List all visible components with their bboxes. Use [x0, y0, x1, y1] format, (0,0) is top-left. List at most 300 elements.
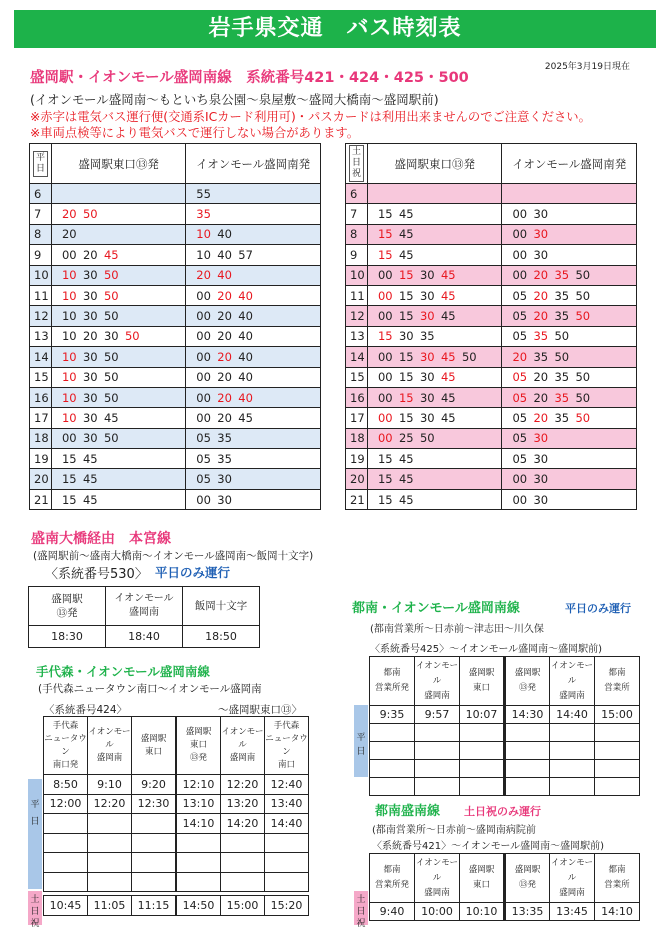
stop-header: イオンモール 盛岡南 [88, 717, 132, 775]
timetable-row [346, 245, 637, 265]
time-row [44, 775, 176, 795]
minutes-cell [502, 184, 637, 204]
minutes-cell [186, 367, 321, 387]
time-cell: 12:30 [132, 794, 176, 814]
time-cell [415, 760, 460, 778]
departure-minute: 20 [82, 329, 98, 344]
timetable-row [30, 306, 321, 326]
stop-header: 盛岡駅 東口 [460, 657, 505, 706]
time-cell: 9:57 [415, 706, 460, 724]
time-cell [44, 853, 88, 873]
minutes-cell [51, 347, 185, 367]
time-cell: 15:20 [265, 896, 309, 916]
minutes-cell [502, 265, 637, 285]
departure-minute: 15 [377, 227, 393, 242]
time-cell [550, 742, 595, 760]
departure-minute: 15 [398, 410, 414, 425]
departure-minute: 45 [440, 309, 456, 324]
line530-route: (盛岡駅前～盛南大橋南～イオンモール盛岡南～飯岡十文字) [33, 550, 314, 562]
line530-title: 盛南大橋経由 本宮線 [31, 531, 171, 547]
time-cell [415, 742, 460, 760]
departure-minute: 15 [61, 492, 77, 507]
time-cell [595, 778, 640, 796]
time-row [177, 853, 309, 873]
departure-minute: 30 [217, 492, 232, 507]
departure-minute: 20 [533, 309, 549, 324]
line530-time: 18:30 [29, 626, 106, 648]
departure-minute: 15 [377, 472, 393, 487]
time-cell [550, 724, 595, 742]
departure-minute: 20 [512, 349, 528, 364]
seinan-system: 〈系統番号421〉～イオンモール盛岡南～盛岡駅前) [372, 841, 605, 852]
departure-minute: 40 [238, 309, 253, 324]
column-header: イオンモール盛岡南発 [186, 144, 321, 184]
minutes-cell [367, 449, 502, 469]
departure-minute: 35 [196, 207, 211, 222]
time-cell [370, 760, 415, 778]
departure-minute: 50 [103, 268, 119, 283]
minutes-cell [367, 204, 502, 224]
departure-minute: 30 [419, 268, 435, 283]
time-cell [265, 833, 309, 853]
hour-cell: 19 [346, 449, 368, 469]
minutes-cell [186, 204, 321, 224]
timetable-row [346, 204, 637, 224]
departure-minute: 20 [61, 227, 77, 242]
minutes-cell [186, 184, 321, 204]
timetable-row [346, 387, 637, 407]
time-row [370, 724, 640, 742]
departure-minute: 00 [377, 390, 393, 405]
timetable-row [30, 224, 321, 244]
time-cell [265, 872, 309, 892]
minutes-cell [51, 469, 185, 489]
line1-note2: ※車両点検等により電気バスで運行しない場合があります。 [30, 126, 360, 140]
minutes-cell [367, 347, 502, 367]
departure-minute: 30 [82, 410, 98, 425]
departure-minute: 30 [419, 370, 435, 385]
hour-cell: 18 [346, 428, 368, 448]
time-cell [265, 853, 309, 873]
departure-minute: 30 [82, 390, 98, 405]
departure-minute: 00 [196, 410, 211, 425]
departure-minute: 30 [82, 349, 98, 364]
time-cell: 14:50 [177, 896, 221, 916]
time-cell: 9:35 [370, 706, 415, 724]
stop-header: イオンモール 盛岡南 [415, 854, 460, 903]
time-cell [595, 742, 640, 760]
departure-minute: 45 [82, 472, 98, 487]
departure-minute: 30 [419, 349, 435, 364]
day-type-label: 土 日 祝 [346, 144, 368, 184]
minutes-cell [502, 489, 637, 509]
departure-minute: 30 [82, 431, 98, 446]
minutes-cell [367, 408, 502, 428]
departure-minute: 00 [512, 268, 528, 283]
departure-minute: 30 [419, 309, 435, 324]
minutes-cell [502, 204, 637, 224]
minutes-cell [502, 306, 637, 326]
departure-minute: 15 [377, 451, 393, 466]
time-cell [550, 760, 595, 778]
departure-minute: 00 [512, 247, 528, 262]
departure-minute: 00 [377, 309, 393, 324]
time-cell: 14:20 [221, 814, 265, 834]
time-row [177, 833, 309, 853]
departure-minute: 00 [196, 492, 211, 507]
departure-minute: 00 [512, 207, 528, 222]
departure-minute: 35 [554, 410, 570, 425]
time-cell [505, 724, 550, 742]
departure-minute: 45 [398, 227, 414, 242]
stop-header: 都南 営業所 [595, 854, 640, 903]
stop-header: イオンモール 盛岡南 [221, 717, 265, 775]
departure-minute: 40 [238, 390, 253, 405]
teshiro-system: 〈系統番号424〉 [44, 704, 128, 716]
minutes-cell [367, 367, 502, 387]
departure-minute: 10 [196, 247, 211, 262]
minutes-cell [367, 326, 502, 346]
departure-minute: 15 [377, 492, 393, 507]
hour-cell: 12 [30, 306, 52, 326]
minutes-cell [502, 326, 637, 346]
departure-minute: 50 [103, 309, 119, 324]
departure-minute: 50 [124, 329, 140, 344]
timetable-row [346, 408, 637, 428]
line530-time: 18:50 [183, 626, 260, 648]
departure-minute: 10 [61, 370, 77, 385]
departure-minute: 00 [196, 390, 211, 405]
departure-minute: 00 [196, 349, 211, 364]
time-cell: 13:20 [221, 794, 265, 814]
departure-minute: 10 [61, 410, 77, 425]
minutes-cell [51, 408, 185, 428]
time-cell [370, 778, 415, 796]
time-cell: 12:40 [265, 775, 309, 795]
time-cell [505, 778, 550, 796]
timetable-row [346, 285, 637, 305]
minutes-cell [367, 469, 502, 489]
departure-minute: 50 [103, 370, 119, 385]
departure-minute: 00 [61, 431, 77, 446]
teshiro-route: (手代森ニュータウン南口～イオンモール盛岡南 [38, 683, 262, 695]
time-cell: 9:40 [370, 903, 415, 921]
departure-minute: 00 [196, 329, 211, 344]
hour-cell: 17 [346, 408, 368, 428]
seinan-title: 都南盛南線 [375, 804, 441, 819]
timetable-row [30, 245, 321, 265]
minutes-cell [51, 449, 185, 469]
departure-minute: 20 [217, 349, 232, 364]
time-cell: 12:10 [177, 775, 221, 795]
departure-minute: 30 [419, 288, 435, 303]
departure-minute: 35 [533, 329, 549, 344]
teshiro-weekday-label: 平 日 [28, 779, 42, 889]
timetable-row [30, 387, 321, 407]
time-cell [177, 833, 221, 853]
departure-minute: 50 [575, 268, 591, 283]
departure-minute: 05 [512, 370, 528, 385]
departure-minute: 50 [103, 431, 119, 446]
minutes-cell [367, 489, 502, 509]
time-cell [88, 853, 132, 873]
departure-minute: 35 [217, 431, 232, 446]
departure-minute: 45 [82, 451, 98, 466]
departure-minute: 20 [217, 410, 232, 425]
tonan-title: 都南・イオンモール盛岡南線 [352, 601, 520, 616]
stop-header: 手代森 ニュータウン 南口 [265, 717, 309, 775]
stop-header: 盛岡駅 ⑬発 [505, 657, 550, 706]
departure-minute: 05 [196, 431, 211, 446]
time-cell: 12:00 [44, 794, 88, 814]
minutes-cell [186, 306, 321, 326]
stop-header: イオンモール 盛岡南 [415, 657, 460, 706]
hour-cell: 7 [346, 204, 368, 224]
time-cell [415, 778, 460, 796]
departure-minute: 30 [82, 268, 98, 283]
time-row [44, 853, 176, 873]
departure-minute: 45 [440, 390, 456, 405]
stop-header: 盛岡駅 ⑬発 [505, 854, 550, 903]
tonan-only: 平日のみ運行 [565, 602, 631, 615]
departure-minute: 45 [398, 451, 414, 466]
line1-title: 盛岡駅・イオンモール盛岡南線 系統番号421・424・425・500 [30, 70, 469, 86]
time-cell [460, 742, 505, 760]
departure-minute: 50 [575, 288, 591, 303]
time-row [177, 775, 309, 795]
departure-minute: 45 [440, 288, 456, 303]
time-cell [415, 724, 460, 742]
time-cell [221, 853, 265, 873]
timetable-row [30, 489, 321, 509]
departure-minute: 35 [554, 309, 570, 324]
departure-minute: 45 [398, 472, 414, 487]
time-cell: 13:40 [265, 794, 309, 814]
departure-minute: 40 [238, 329, 253, 344]
column-header: 盛岡駅東口⑬発 [51, 144, 185, 184]
departure-minute: 20 [82, 247, 98, 262]
minutes-cell [51, 367, 185, 387]
hour-cell: 21 [30, 489, 52, 509]
line530-head-3: 飯岡十文字 [183, 587, 260, 626]
departure-minute: 15 [398, 349, 414, 364]
departure-minute: 40 [217, 247, 232, 262]
departure-minute: 30 [533, 227, 549, 242]
time-row [177, 896, 309, 916]
hour-cell: 20 [30, 469, 52, 489]
hour-cell: 9 [30, 245, 52, 265]
departure-minute: 20 [533, 370, 549, 385]
time-cell [132, 833, 176, 853]
timetable-row [30, 408, 321, 428]
timetable-row [30, 285, 321, 305]
time-row [177, 794, 309, 814]
departure-minute: 05 [512, 451, 528, 466]
departure-minute: 05 [512, 390, 528, 405]
column-header: イオンモール盛岡南発 [502, 144, 637, 184]
departure-minute: 35 [419, 329, 435, 344]
seinan-route: (都南営業所～日赤前～盛岡南病院前 [372, 825, 536, 836]
minutes-cell [51, 265, 185, 285]
departure-minute: 00 [377, 410, 393, 425]
time-cell [44, 833, 88, 853]
time-cell [505, 742, 550, 760]
departure-minute: 00 [61, 247, 77, 262]
hour-cell: 13 [346, 326, 368, 346]
departure-minute: 30 [533, 247, 549, 262]
minutes-cell [186, 469, 321, 489]
departure-minute: 35 [533, 349, 549, 364]
hour-cell: 7 [30, 204, 52, 224]
minutes-cell [51, 387, 185, 407]
minutes-cell [186, 285, 321, 305]
time-cell [88, 872, 132, 892]
timetable-row [30, 265, 321, 285]
departure-minute: 25 [398, 431, 414, 446]
departure-minute: 30 [82, 370, 98, 385]
minutes-cell [502, 224, 637, 244]
stop-header: イオンモール 盛岡南 [550, 657, 595, 706]
hour-cell: 8 [30, 224, 52, 244]
time-cell [177, 872, 221, 892]
departure-minute: 50 [575, 390, 591, 405]
line530-only: 平日のみ運行 [155, 565, 231, 580]
seinan-table [369, 853, 640, 921]
departure-minute: 30 [419, 390, 435, 405]
tonan-table [369, 656, 640, 796]
departure-minute: 45 [440, 410, 456, 425]
timetable-row [346, 469, 637, 489]
hour-cell: 20 [346, 469, 368, 489]
departure-minute: 05 [512, 431, 528, 446]
hour-cell: 17 [30, 408, 52, 428]
page-title-banner: 岩手県交通 バス時刻表 [14, 10, 656, 48]
minutes-cell [51, 224, 185, 244]
column-header: 盛岡駅東口⑬発 [367, 144, 502, 184]
time-cell: 12:20 [221, 775, 265, 795]
line1-route: (イオンモール盛岡南～もといち泉公園～泉屋敷～盛岡大橋南～盛岡駅前) [30, 92, 439, 107]
timetable-row [346, 326, 637, 346]
departure-minute: 15 [377, 329, 393, 344]
time-cell [88, 814, 132, 834]
timetable-row [346, 428, 637, 448]
minutes-cell [367, 285, 502, 305]
line530-time: 18:40 [106, 626, 183, 648]
minutes-cell [367, 245, 502, 265]
timetable-row [30, 469, 321, 489]
departure-minute: 35 [217, 451, 232, 466]
timetable-row [346, 224, 637, 244]
minutes-cell [186, 265, 321, 285]
timetable-row [346, 489, 637, 509]
timetable-row [30, 367, 321, 387]
hour-cell: 10 [346, 265, 368, 285]
minutes-cell [51, 306, 185, 326]
hour-cell: 10 [30, 265, 52, 285]
departure-minute: 45 [238, 410, 253, 425]
departure-minute: 10 [61, 309, 77, 324]
stop-header: 都南 営業所発 [370, 854, 415, 903]
minutes-cell [502, 347, 637, 367]
minutes-cell [502, 449, 637, 469]
time-cell: 13:45 [550, 903, 595, 921]
departure-minute: 50 [103, 349, 119, 364]
departure-minute: 30 [103, 329, 119, 344]
line530-system: 〈系統番号530〉 [45, 567, 148, 582]
time-cell: 10:45 [44, 896, 88, 916]
departure-minute: 00 [196, 370, 211, 385]
departure-minute: 15 [377, 247, 393, 262]
hour-cell: 14 [346, 347, 368, 367]
time-cell [460, 778, 505, 796]
minutes-cell [367, 306, 502, 326]
time-cell: 14:30 [505, 706, 550, 724]
stop-header: 都南 営業所発 [370, 657, 415, 706]
minutes-cell [186, 224, 321, 244]
timetable-row [346, 367, 637, 387]
minutes-cell [51, 245, 185, 265]
hour-cell: 15 [346, 367, 368, 387]
time-row [44, 794, 176, 814]
departure-minute: 20 [217, 288, 232, 303]
departure-minute: 30 [533, 431, 549, 446]
departure-minute: 50 [103, 288, 119, 303]
tonan-route: (都南営業所～日赤前～津志田～川久保 [370, 624, 544, 635]
minutes-cell [367, 265, 502, 285]
departure-minute: 20 [217, 309, 232, 324]
departure-minute: 40 [238, 370, 253, 385]
minutes-cell [367, 387, 502, 407]
stop-header: 盛岡駅 東口 [132, 717, 176, 775]
hour-cell: 6 [30, 184, 52, 204]
hour-cell: 21 [346, 489, 368, 509]
timetable-row [30, 449, 321, 469]
hour-cell: 13 [30, 326, 52, 346]
departure-minute: 45 [440, 349, 456, 364]
timetable-row [346, 306, 637, 326]
minutes-cell [186, 428, 321, 448]
departure-minute: 10 [196, 227, 211, 242]
time-row [370, 760, 640, 778]
timetable-row [346, 184, 637, 204]
departure-minute: 30 [217, 472, 232, 487]
stop-header: 都南 営業所 [595, 657, 640, 706]
hour-cell: 6 [346, 184, 368, 204]
departure-minute: 30 [398, 329, 414, 344]
departure-minute: 35 [554, 288, 570, 303]
time-cell: 14:10 [595, 903, 640, 921]
departure-minute: 15 [398, 268, 414, 283]
departure-minute: 15 [398, 288, 414, 303]
timetable-row [30, 326, 321, 346]
time-cell: 13:35 [505, 903, 550, 921]
time-cell: 10:10 [460, 903, 505, 921]
time-row [44, 814, 176, 834]
minutes-cell [502, 245, 637, 265]
line1-note1: ※赤字は電気バス運行便(交通系ICカード利用可)・パスカードは利用出来ませんのでご注意ください。 [30, 110, 591, 124]
hour-cell: 14 [30, 347, 52, 367]
tonan-system: 〈系統番号425〉～イオンモール盛岡南～盛岡駅前) [370, 644, 603, 655]
minutes-cell [502, 469, 637, 489]
departure-minute: 50 [575, 410, 591, 425]
minutes-cell [51, 285, 185, 305]
departure-minute: 00 [377, 268, 393, 283]
time-cell [88, 833, 132, 853]
minutes-cell [51, 489, 185, 509]
minutes-cell [502, 387, 637, 407]
time-cell: 11:15 [132, 896, 176, 916]
hour-cell: 16 [346, 387, 368, 407]
